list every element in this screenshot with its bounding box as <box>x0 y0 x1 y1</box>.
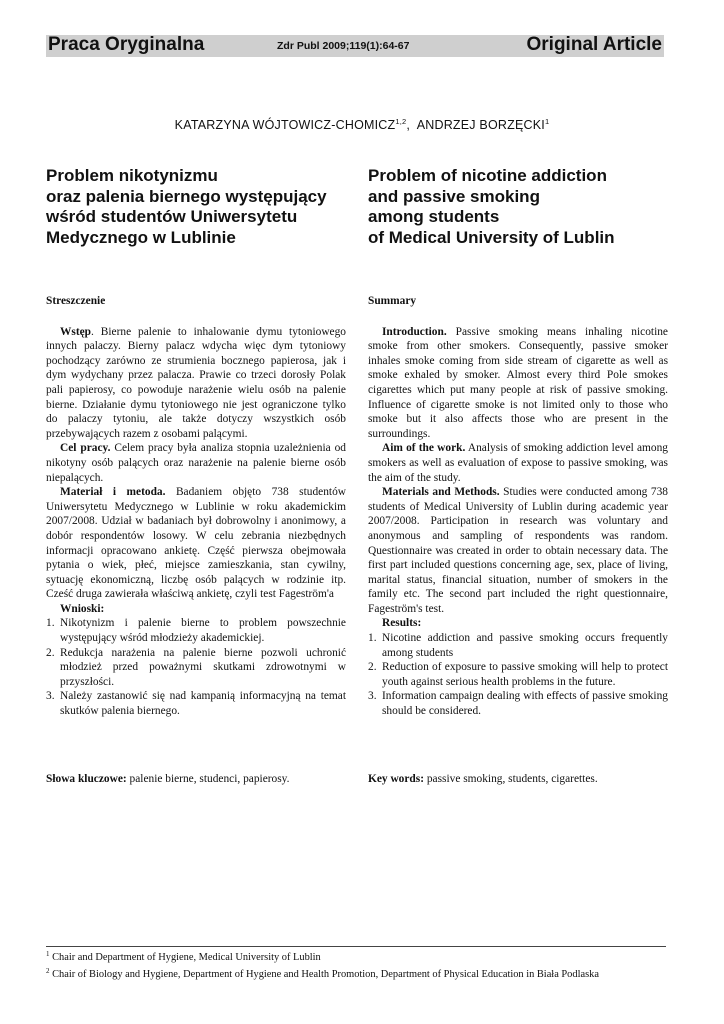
methods-text: Studies were conducted among 738 students of Medical University of Lublin during academic year 2007/2008. Participation in research was voluntary and anonymous and sampling of respondents was random. Questionnaire was created in order to obtain necessary data. The first part included questions concerning age, sex, place of living, marital status, financial situation, number of smokers in the family etc. The second part included the right questionnaire, Fageström's test. <box>368 486 668 615</box>
methods-label: Materiał i metoda. <box>60 486 166 499</box>
keywords-label: Key words: <box>368 773 424 785</box>
abstract-methods <box>46 485 346 602</box>
footnote-divider <box>46 946 666 947</box>
author-2: ANDRZEJ BORZĘCKI <box>416 118 545 132</box>
keywords-text: passive smoking, students, cigarettes. <box>424 773 598 785</box>
list-number: 2. <box>46 646 55 659</box>
title-line: and passive smoking <box>368 186 540 206</box>
abstract-polish <box>46 294 346 719</box>
list-text: Reduction of exposure to passive smoking will help to protect youth against serious health problems in the future. <box>382 661 668 688</box>
aim-label: Aim of the work. <box>382 442 466 455</box>
title-line: of Medical University of Lublin <box>368 227 615 247</box>
list-item <box>368 660 668 689</box>
footnote-2 <box>46 965 686 982</box>
abstract-heading: Streszczenie <box>46 295 106 307</box>
author-2-affiliation: 1 <box>544 117 550 126</box>
methods-text: Badaniem objęto 738 studentów Uniwersytetu Medycznego w Lublinie w roku akademickim 2007/2008. Udział w badaniach był dobrowolny i anonimowy, a dobór respondentów losowy. W celu zebrania niezbędnych informacji opracowano ankietę. Część pierwsza obejmowała pytania o wiek, płeć, miejsce zamieszkania, stan cywilny, sytuację ekonomiczną, liczbę osób palących w rodzinie itp. Cześć druga zawierała właściwą ankietę, czyli test Fageström'a <box>46 486 346 601</box>
list-number: 1. <box>46 617 55 630</box>
abstract-aim <box>368 441 668 485</box>
list-item <box>46 616 346 645</box>
keywords-polish <box>46 772 346 787</box>
keywords-english <box>368 772 668 787</box>
aim-text: Celem pracy była analiza stopnia uzależnienia od nikotyny osób palących oraz narażenie na palenie bierne osób niepalących. <box>46 442 347 484</box>
abstract-heading: Summary <box>368 295 417 307</box>
aim-label: Cel pracy. <box>60 442 111 455</box>
title-english <box>368 166 668 248</box>
intro-label: Introduction. <box>382 325 447 338</box>
title-line: oraz palenia biernego występujący <box>46 186 327 206</box>
abstract-intro <box>46 325 346 442</box>
footnote-mark: 2 <box>46 966 50 975</box>
author-1-affiliation: 1,2 <box>395 117 407 126</box>
author-separator: , <box>406 118 417 132</box>
list-item <box>46 689 346 718</box>
list-number: 3. <box>46 690 55 703</box>
section-label-en: Original Article <box>526 34 662 55</box>
abstract-methods <box>368 485 668 616</box>
results-label: Wnioski: <box>60 602 105 615</box>
intro-text: . Bierne palenie to inhalowanie dymu tytoniowego innych palaczy. Bierny palacz wdycha więc dym tytoniowy pochodzący zarówno ze strumienia bocznego papierosa, jak i dym wydychany przez palacza. Prawie co trzeci dorosły Polak pali papierosy, co powoduje narażenie wielu osób na palenie bierne. Działanie dymu tytoniowego nie jest ograniczone tylko do palaczy tytoniu, ale także dotyczy wszystkich osób przebywających razem z osobami palącymi. <box>46 325 346 440</box>
intro-text: Passive smoking means inhaling nicotine smoke from other smokers. Consequently, passive smoker inhales smoke coming from side stream of cigarette as well as smoke exhaled by smoker. Almost every third Pole smokes cigarettes which put many people at risk of passive smoking. Influence of cigarette smoke is not limited only to those who smoke but it also affects those who are present in the surroundings. <box>368 325 668 440</box>
author-1: KATARZYNA WÓJTOWICZ-CHOMICZ <box>174 118 396 132</box>
title-line: among students <box>368 207 500 226</box>
list-number: 3. <box>368 690 377 703</box>
title-line: Problem nikotynizmu <box>46 166 218 185</box>
list-text: Nicotine addiction and passive smoking occurs frequently among students <box>382 632 668 659</box>
list-item <box>46 646 346 690</box>
journal-banner <box>46 35 664 57</box>
footnote-text: Chair of Biology and Hygiene, Department of Hygiene and Health Promotion, Department of Physical Education in Biała Podlaska <box>49 968 599 980</box>
list-text: Nikotynizm i palenie bierne to problem powszechnie występujący wśród młodzieży akademickiej. <box>60 617 346 645</box>
intro-label: Wstęp <box>60 325 92 338</box>
abstract-intro <box>368 325 668 442</box>
footnote-1 <box>46 948 686 965</box>
list-text: Należy zastanowić się nad kampanią informacyjną na temat skutków palenia biernego. <box>60 690 346 718</box>
aim-text: Analysis of smoking addiction level among smokers as well as evaluation of expose to passive smoking, was the aim of the study. <box>368 442 668 484</box>
keywords-text: palenie bierne, studenci, papierosy. <box>126 773 290 785</box>
footnote-text: Chair and Department of Hygiene, Medical University of Lublin <box>49 952 321 963</box>
results-list <box>368 631 668 719</box>
list-item <box>368 631 668 660</box>
footnotes <box>46 948 686 981</box>
abstract-english <box>368 294 668 719</box>
author-line <box>0 117 724 132</box>
list-text: Redukcja narażenia na palenie bierne pozwoli uchronić młodzież przed poważnymi skutkami zdrowotnymi w przyszłości. <box>60 646 346 688</box>
list-number: 1. <box>368 632 377 645</box>
results-list <box>46 616 346 718</box>
results-label: Results: <box>382 617 422 630</box>
citation: Zdr Publ 2009;119(1):64-67 <box>277 40 410 52</box>
list-number: 2. <box>368 661 377 674</box>
title-line: wśród studentów Uniwersytetu <box>46 207 298 226</box>
methods-label: Materials and Methods. <box>382 486 500 499</box>
list-item <box>368 689 668 718</box>
footnote-mark: 1 <box>46 950 50 958</box>
title-line: Medycznego w Lublinie <box>46 227 236 247</box>
abstract-aim <box>46 441 346 485</box>
list-text: Information campaign dealing with effects of passive smoking should be considered. <box>382 690 668 718</box>
title-line: Problem of nicotine addiction <box>368 166 607 185</box>
section-label-pl: Praca Oryginalna <box>48 34 205 55</box>
keywords-label: Słowa kluczowe: <box>46 773 127 785</box>
title-polish <box>46 166 346 248</box>
